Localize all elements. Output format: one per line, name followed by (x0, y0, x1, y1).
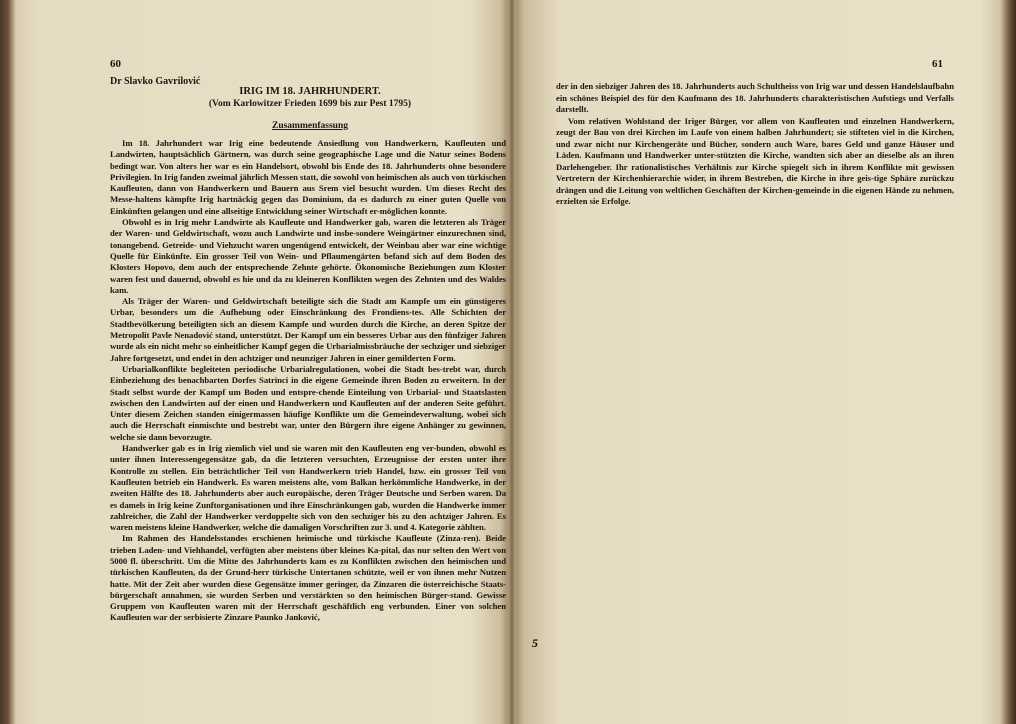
left-page-number: 60 (110, 58, 121, 70)
paragraph: Obwohl es in Irig mehr Landwirte als Kaufleute und Handwerker gab, waren die letzteren als Träger der Waren- und Geldwirtschaft, wozu auch Landwirte und insbe-sondere Weingärtner einzurechnen sind, tonangebend. Getreide- und Viehzucht waren ungenügend entwickelt, der Weinbau aber war eine wichtige Quelle für Einkünfte. Ein grosser Teil von Wein- und Pflaumengärten befand sich auf dem Boden des Klosters Hopovo, dem auch der entsprechende Zehnte gehörte. Ökonomische Beziehungen zum Kloster waren fest und dauernd, obwohl es hie und da zu kleineren Konflikten wegen des Zehnten und des Waldes kam. (110, 217, 506, 295)
right-body-text (556, 81, 954, 208)
right-page-number: 61 (932, 58, 943, 70)
gathering-mark: 5 (532, 636, 538, 650)
paragraph: Im 18. Jahrhundert war Irig eine bedeutende Ansiedlung von Handwerkern, Kaufleuten und Landwirten, hauptsächlich Gärtnern, was durch seine geographische Lage und die Natur seines Bodens bedingt war. Von alters her war es ein Handelsort, obwohl bis Ende des 18. Jahrhunderts ohne besondere Privilegien. In Irig fanden zweimal jährlich Messen statt, die sowohl von heimischen als auch von türkischen Kaufleuten, dann von Handwerkern und Bauern aus Srem viel besucht wurden. Um dieses Recht des Messe-haltens kämpfte Irig hartnäckig gegen das Dominium, da es dadurch zu einer guten Quelle von Einkünften gelangen und eine allseitige Entwicklung seiner Wirtschaft er-möglichen konnte. (110, 138, 506, 216)
left-body-text (110, 138, 506, 624)
section-heading: Zusammenfassung (271, 121, 349, 131)
right-page (556, 0, 956, 724)
paragraph: Im Rahmen des Handelsstandes erschienen heimische und türkische Kaufleute (Zinza-ren). Beide trieben Laden- und Viehhandel, verfügten aber meistens über kleines Ka-pital, das nur selten den Wert von 5000 fl. überschritt. Um die Mitte des Jahrhunderts kam es zu Konflikten zwischen den heimischen und türkischen Kaufleuten, da der Grund-herr türkische Untertanen schützte, weil er von ihnen mehr Nutzen hatte. Mit der Zeit aber wurden diese Gegensätze immer geringer, da Zinzaren die österreichische Staats-bürgerschaft annahmen, sie wurden Serben und verstärkten so den heimischen Bürger-stand. Gewisse Gruppem von Kaufleuten waren mit der Herrschaft geschäftlich eng verbunden. Einer von solchen Kaufleuten war der serbisierte Zinzare Paunko Janković, (110, 533, 506, 623)
paragraph: Handwerker gab es in Irig ziemlich viel und sie waren mit den Kaufleuten eng ver-bunden, obwohl es unter ihnen Interessengegensätze gab, da die letzteren versuchten, Erzeugnisse der ersten unter ihre Kontrolle zu stellen. Ein beträchtlicher Teil von Handwerkern trieb Handel, bzw. ein grosser Teil von Kaufleuten betrieb ein Handwerk. Es waren meistens alte, vom Balkan herkömmliche Handwerke, in der zweiten Hälfte des 18. Jahrhunderts aber auch europäische, deren Träger Deutsche und Serben waren. Da es damels in Irig keine Zunftorganisationen und ihre Einschränkungen gab, wurden die Handwerke immer zahlreicher, die Zahl der Handwerker verdoppelte sich von den sechziger bis zu den achtziger Jahren. Es waren meistens kleine Handwerker, welche die damaligen Vorschriften zur 3. und 4. Kategorie zählten. (110, 443, 506, 533)
paragraph: Als Träger der Waren- und Geldwirtschaft beteiligte sich die Stadt am Kampfe um ein günstigeres Urbar, besonders um die Aufhebung oder Einschränkung des Frondiens-tes. Alle Schichten der Stadtbevölkerung beteiligten sich an diesem Kampfe und wurden durch die Kirche, an deren Spitze der Metropolit Pavle Nenadović stand, unterstützt. Der Kampf um ein besseres Urbar aus den fünfziger Jahren wurde als ein nicht mehr so einheitlicher Kampf gegen die Urbarialmissbräuche der sechziger und siebziger Jahre fortgesetzt, und endet in den achtziger und neunziger Jahren in einer gemilderten Form. (110, 296, 506, 363)
paragraph: der in den siebziger Jahren des 18. Jahrhunderts auch Schultheiss von Irig war und dessen Handelslaufbahn ein schönes Beispiel des für den Kaufmann des 18. Jahrhunderts charakteristischen Aufstiegs und Verfalls darstellt. (556, 81, 954, 114)
paragraph: Vom relativen Wohlstand der Iriger Bürger, vor allem von Kaufleuten und einzelnen Handwerkern, zeugt der Bau von drei Kirchen im Laufe von einem halben Jahrhundert; sie stifteten viel in die Kirchen, und zwar nicht nur Kirchengeräte und Bücher, sondern auch Ware, bares Geld und ganze Häuser und Läden. Kaufmann und Handwerker unter-stützten die Kirche, wandten sich aber an dieselbe als an ihren Darlehengeber. Ihr rationalistisches Verhältnis zur Kirche spiegelt sich in ihrem Konflikte mit gewissen Vertretern der Kirchenhierarchie wider, in ihrem Bestreben, die Kirche in ihre geis-tige Sphäre zurückzu drängen und die Leitung von weltlichen Geschäften der Kirchen-gemeinde in die eigenen Hände zu nehmen, erzielten sie Erfolge. (556, 115, 954, 206)
article-subtitle: (Vom Karlowitzer Frieden 1699 bis zur Pest 1795) (208, 99, 412, 109)
author-name: Dr Slavko Gavrilović (110, 76, 201, 87)
left-page (110, 0, 510, 724)
article-title: IRIG IM 18. JAHRHUNDERT. (239, 86, 381, 97)
paragraph: Urbarialkonflikte begleiteten periodische Urbarialregulationen, wobei die Stadt bes-trebt war, durch Einbeziehung des benachbarten Dorfes Satrinci in die eigene Gemeinde ihren Boden zu erweitern. In der Stadt selbst wurde der Kampf um Boden und entspre-chende Einteilung von Urbarial- und Staatslasten zwischen den Landwirten auf der einen und Handwerkern und Kaufleuten auf der anderen Seite geführt. Unter diesem Zeichen standen einigermassen häufige Konflikte um die Gemeindeverwaltung, wobei sich auch die Herrschaft einmischte und bestrebt war, unter den Bürgern ihre eigene Anhänger zu gewinnen, welche sie dann bevorzugte. (110, 363, 506, 442)
